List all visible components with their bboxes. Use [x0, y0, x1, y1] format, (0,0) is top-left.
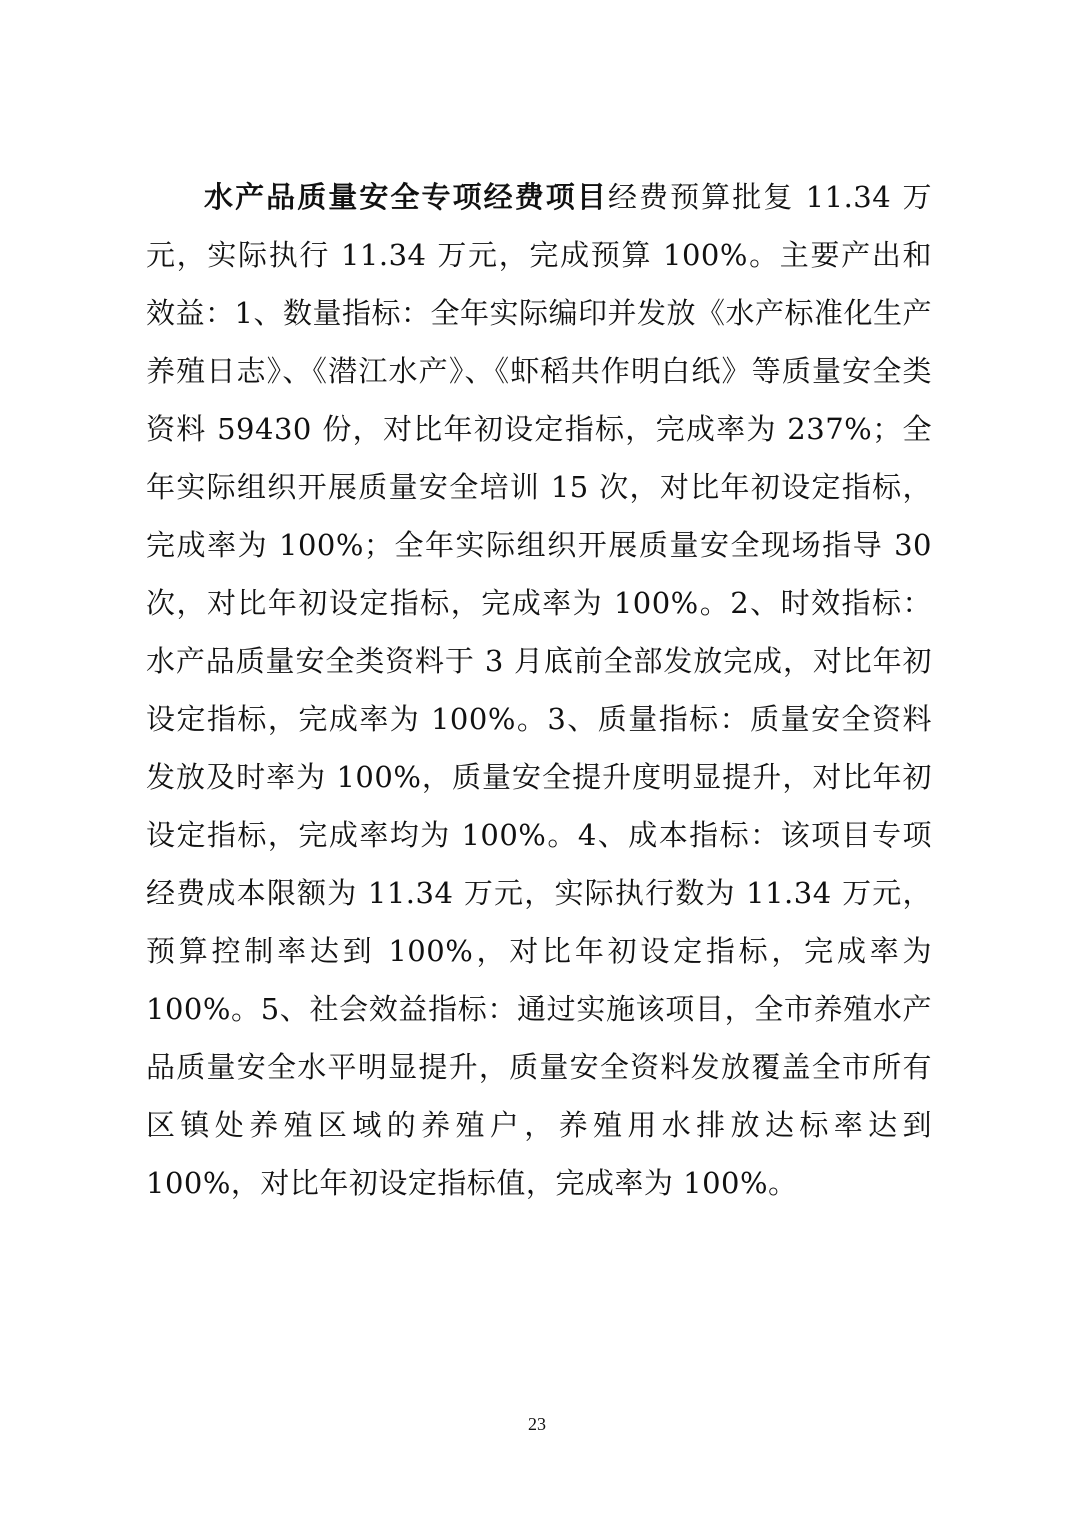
- paragraph-text: 经费预算批复 11.34 万元，实际执行 11.34 万元，完成预算 100%。主要产出和效益：1、数量指标：全年实际编印并发放《水产标准化生产养殖日志》、《潜江水产》、《虾稻共作明白纸》等质量安全类资料 59430 份，对比年初设定指标，完成率为 237%；全年实际组织开展质量安全培训 15 次，对比年初设定指标，完成率为 100%；全年实际组织开展质量安全现场指导 30 次，对比年初设定指标，完成率为 100%。2、时效指标：水产品质量安全类资料于 3 月底前全部发放完成，对比年初设定指标，完成率为 100%。3、质量指标：质量安全资料发放及时率为 100%，质量安全提升度明显提升，对比年初设定指标，完成率均为 100%。4、成本指标：该项目专项经费成本限额为 11.34 万元，实际执行数为 11.34 万元，预算控制率达到 100%，对比年初设定指标，完成率为 100%。5、社会效益指标：通过实施该项目，全市养殖水产品质量安全水平明显提升，质量安全资料发放覆盖全市所有区镇处养殖区域的养殖户，养殖用水排放达标率达到 100%，对比年初设定指标值，完成率为 100%。: [146, 180, 932, 1200]
- page-number: 23: [528, 1414, 546, 1434]
- paragraph-lead-title: 水产品质量安全专项经费项目: [204, 180, 608, 214]
- body-paragraph: [146, 168, 932, 1212]
